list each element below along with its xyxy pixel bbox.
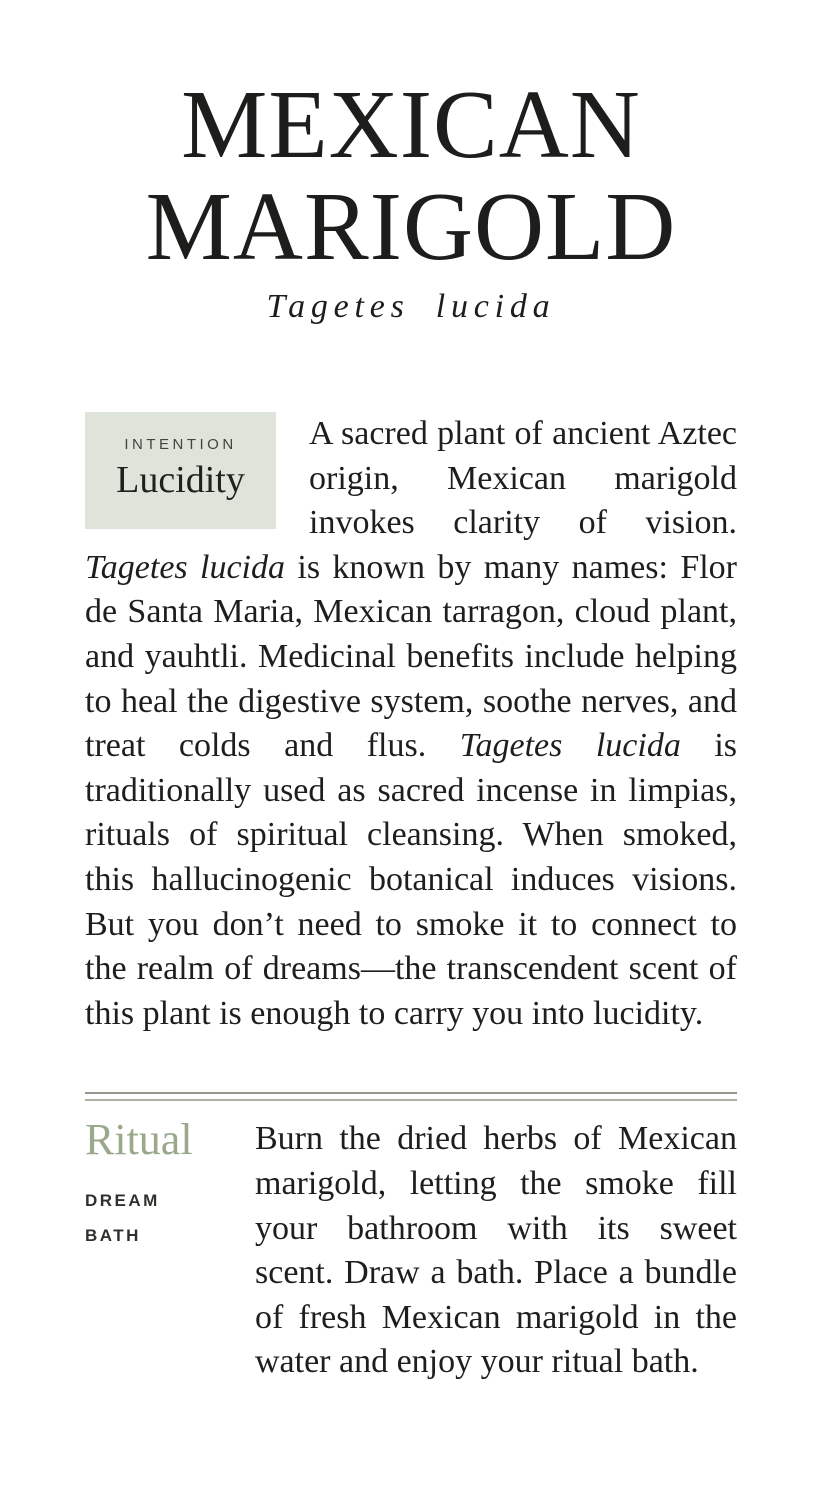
ritual-sidebar	[85, 1117, 255, 1385]
intention-label: INTENTION	[124, 436, 237, 453]
plant-title	[85, 71, 737, 280]
plant-header	[85, 0, 737, 326]
ritual-description: Burn the dried herbs of Mexican marigold, letting the smoke fill your bathroom with its sweet scent. Draw a bath. Place a bundle of fresh Mexican marigold in the water and enjoy your ritual bath.	[255, 1120, 737, 1381]
plant-description-section	[85, 412, 737, 1036]
plant-title-line-2: MARIGOLD	[145, 173, 677, 280]
page-content	[85, 0, 737, 1385]
intention-box	[85, 412, 276, 529]
plant-title-line-1: MEXICAN	[181, 71, 641, 178]
ritual-subtitle-line-2: BATH	[85, 1226, 141, 1246]
latin-name: Tagetes lucida	[266, 288, 556, 325]
section-divider	[85, 1092, 737, 1101]
ritual-subtitle	[85, 1183, 255, 1253]
ritual-heading: Ritual	[85, 1115, 193, 1165]
intention-value: Lucidity	[116, 459, 245, 501]
ritual-subtitle-line-1: DREAM	[85, 1191, 160, 1211]
plant-description: A sacred plant of ancient Aztec origin, Mexican marigold invokes clarity of vision. Tagetes lucida is known by many names: Flor de Santa Maria, Mexican tarragon, cloud plant, and yauhtli. Medicinal benefits include helping to heal the digestive system, soothe nerves, and treat colds and flus. Tagetes lucida is traditionally used as sacred incense in limpias, rituals of spiritual cleansing. When smoked, this hallucinogenic botanical induces visions. But you don’t need to smoke it to connect to the realm of dreams—the transcendent scent of this plant is enough to carry you into lucidity.	[85, 415, 737, 1032]
ritual-section	[85, 1117, 737, 1385]
